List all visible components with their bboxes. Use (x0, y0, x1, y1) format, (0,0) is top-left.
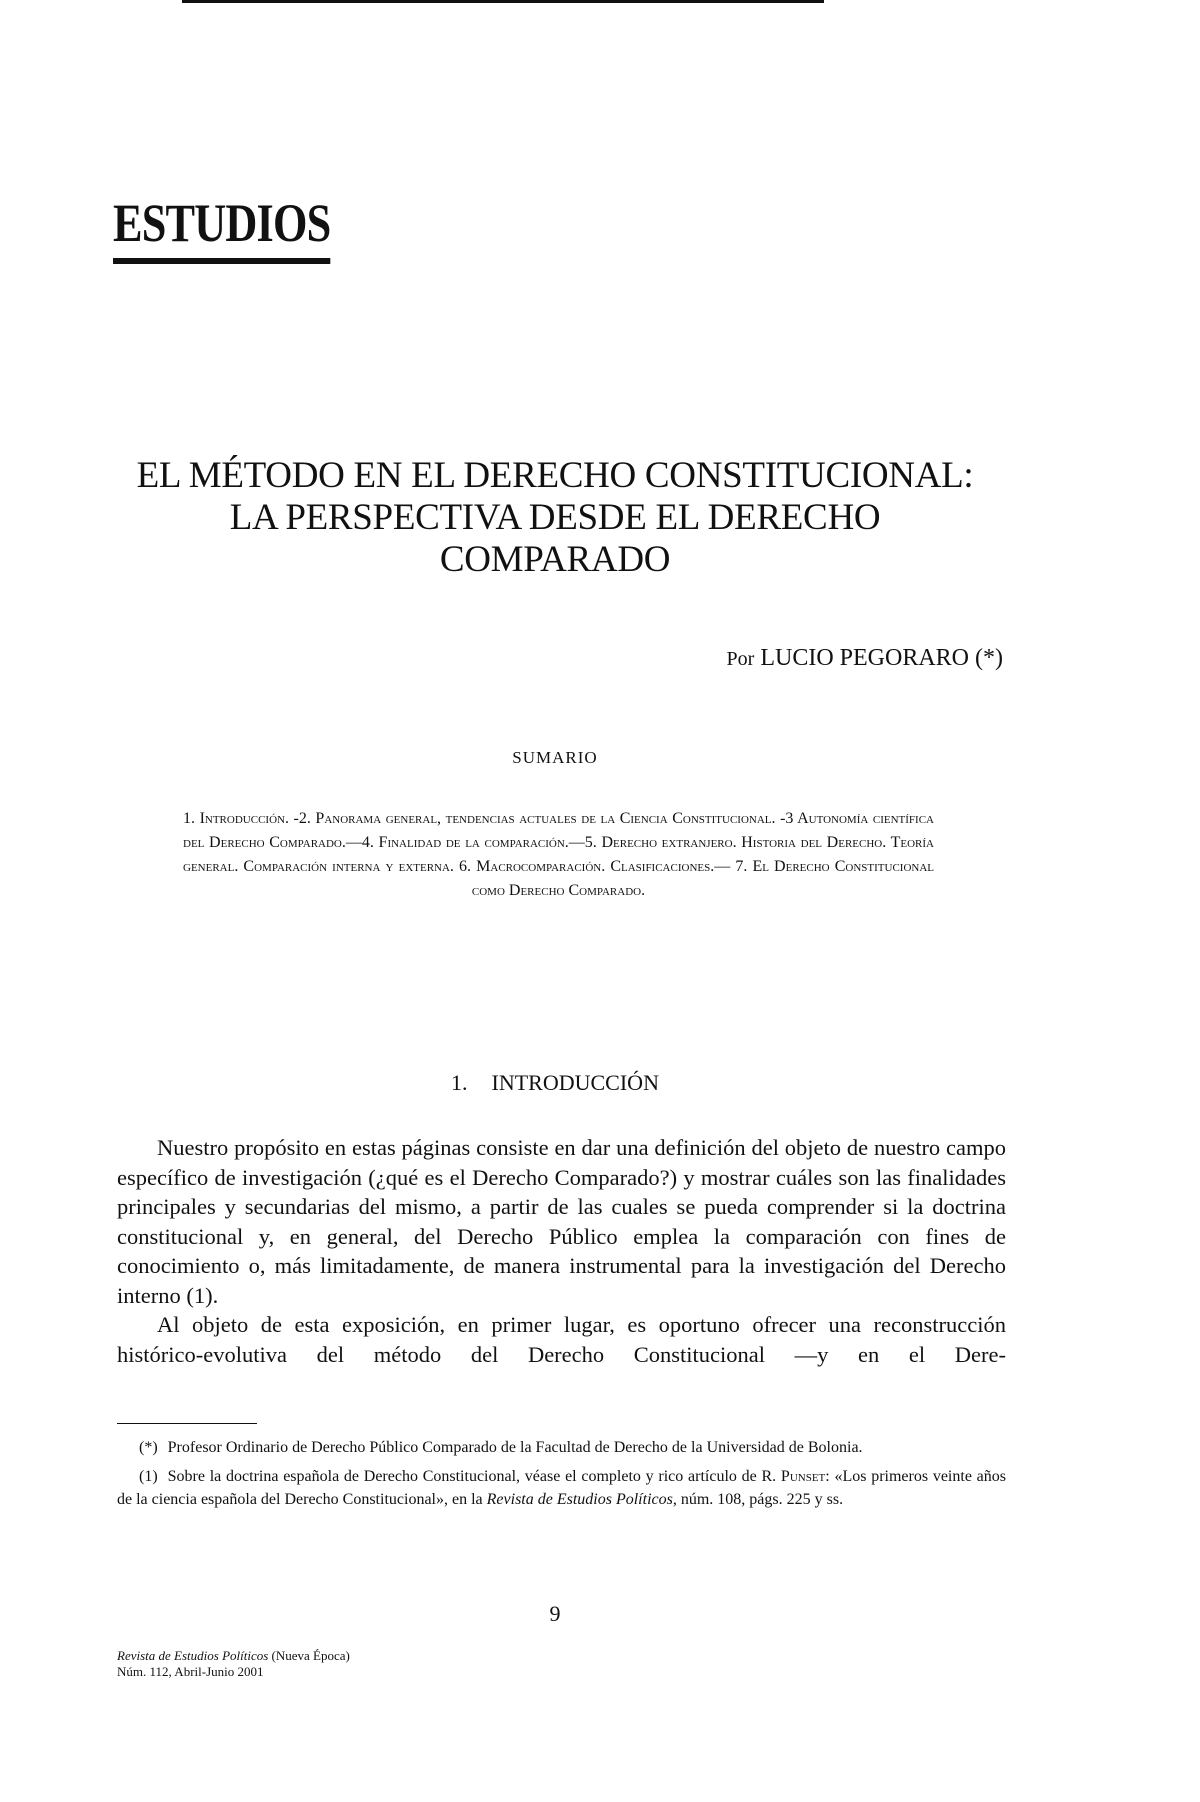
journal-name: Revista de Estudios Políticos (117, 1648, 269, 1663)
cited-journal: Revista de Estudios Políticos (486, 1491, 673, 1508)
journal-era: (Nueva Época) (271, 1648, 350, 1663)
footnote (117, 1436, 1006, 1459)
footnote-text: : «Los primeros veinte años de la ciencia española del Derecho Constitucional», en la (117, 1468, 1007, 1508)
journal-footer (117, 1648, 350, 1680)
footnote-separator (117, 1423, 257, 1424)
sumario-text: 1. Introducción. -2. Panorama general, tendencias actuales de la Ciencia Constitucional. -3 Autonomía científica del Derecho Comparado.—4. Finalidad de la comparación.—5. Derecho extranjero. Historia del Derecho. Teoría general. Comparación interna y externa. 6. Macrocomparación. Clasificaciones.— 7. El Derecho Constitucional como Derecho Comparado. (183, 810, 934, 899)
page-number: 9 (549, 1601, 561, 1626)
footnote-text: Sobre la doctrina española de Derecho Constitucional, véase el completo y rico artículo de R. (167, 1468, 777, 1485)
section-label: ESTUDIOS (113, 196, 330, 264)
journal-line (117, 1648, 350, 1664)
byline-prefix: Por (726, 648, 755, 670)
footnotes (117, 1436, 1006, 1517)
title-line: LA PERSPECTIVA DESDE EL DERECHO (229, 497, 881, 538)
body-text (117, 1133, 1006, 1369)
article-title (100, 455, 1010, 581)
footnote (117, 1465, 1006, 1511)
section-heading (0, 1070, 1110, 1096)
footnote-marker: (*) (139, 1439, 158, 1456)
byline-author: LUCIO PEGORARO (*) (760, 645, 1003, 671)
section-title: INTRODUCCIÓN (491, 1070, 659, 1095)
footnote-marker: (1) (139, 1468, 158, 1485)
section-number: 1. (451, 1070, 468, 1095)
footnote-text: , núm. 108, págs. 225 y ss. (672, 1491, 844, 1508)
byline (727, 645, 1003, 672)
cited-author: Punset (780, 1468, 826, 1485)
sumario-heading: SUMARIO (512, 748, 598, 767)
title-line: EL MÉTODO EN EL DERECHO CONSTITUCIONAL: (136, 455, 974, 496)
footnote-text: Profesor Ordinario de Derecho Público Comparado de la Facultad de Derecho de la Universidad de Bolonia. (167, 1439, 863, 1456)
paragraph: Al objeto de esta exposición, en primer lugar, es oportuno ofrecer una reconstrucción histórico-evolutiva del método del Derecho Constitucional —y en el Dere- (117, 1312, 1006, 1367)
paragraph: Nuestro propósito en estas páginas consiste en dar una definición del objeto de nuestro campo específico de investigación (¿qué es el Derecho Comparado?) y mostrar cuáles son las finalidades principales y secundarias del mismo, a partir de las cuales se pueda comprender si la doctrina constitucional y, en general, del Derecho Público emplea la comparación con fines de conocimiento o, más limitadamente, de manera instrumental para la investigación del Derecho interno (1). (117, 1135, 1006, 1308)
title-line: COMPARADO (439, 539, 671, 580)
top-rule (182, 0, 824, 3)
journal-issue: Núm. 112, Abril-Junio 2001 (117, 1664, 264, 1679)
